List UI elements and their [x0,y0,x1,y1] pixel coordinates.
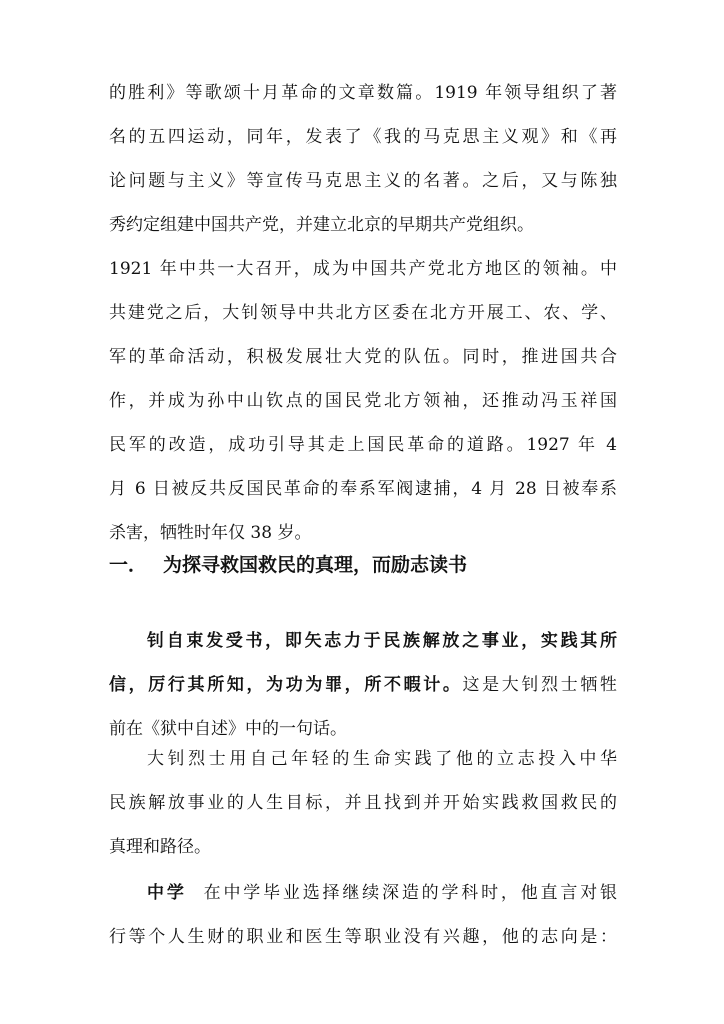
text-line: 民族解放事业的人生目标，并且找到并开始实践救国救民的 [109,793,617,813]
text-line [109,882,617,926]
text-line: 前在《狱中自述》中的一句话。 [109,719,347,739]
quote-line [109,674,617,718]
text-line: 民军的改造，成功引导其走上国民革命的道路。1927 年 4 [109,435,617,455]
quote-plain-text: 这是大钊烈士牺牲 [462,675,618,695]
text-line: 月 6 日被反共反国民革命的奉系军阀逮捕，4 月 28 日被奉系 [109,479,617,499]
section-heading [109,553,467,577]
paragraph-biography [109,82,617,566]
text-line: 行等个人生财的职业和医生等职业没有兴趣，他的志向是： [109,927,617,947]
quote-line: 钊自束发受书，即矢志力于民族解放之事业，实践其所 [147,631,617,651]
text-line: 军的革命活动，积极发展壮大党的队伍。同时，推进国共合 [109,347,617,367]
text-line: 大钊烈士用自己年轻的生命实践了他的立志投入中华 [147,749,617,769]
text-line: 作，并成为孙中山钦点的国民党北方领袖，还推动冯玉祥国 [109,391,617,411]
section-body [109,630,617,970]
section-title: 为探寻救国救民的真理，而励志读书 [163,554,468,576]
quote-bold-text: 信，厉行其所知，为功为罪，所不暇计。 [109,675,463,695]
paragraph-label: 中学 [147,883,187,903]
text-line: 真理和路径。 [109,837,211,857]
text-line: 共建党之后，大钊领导中共北方区委在北方开展工、农、学、 [109,303,617,323]
text-line: 名的五四运动，同年，发表了《我的马克思主义观》和《再 [109,127,617,147]
text-line: 1921 年中共一大召开，成为中国共产党北方地区的领袖。中 [109,259,617,279]
text-line: 的胜利》等歌颂十月革命的文章数篇。1919 年领导组织了著 [109,83,617,103]
text-line: 杀害，牺牲时年仅 38 岁。 [109,523,312,543]
text-line: 秀约定组建中国共产党，并建立北京的早期共产党组织。 [109,215,534,235]
paragraph-text: 在中学毕业选择继续深造的学科时，他直言对银 [203,883,618,903]
section-number: 一． [109,554,148,576]
text-line: 论问题与主义》等宣传马克思主义的名著。之后，又与陈独 [109,171,617,191]
